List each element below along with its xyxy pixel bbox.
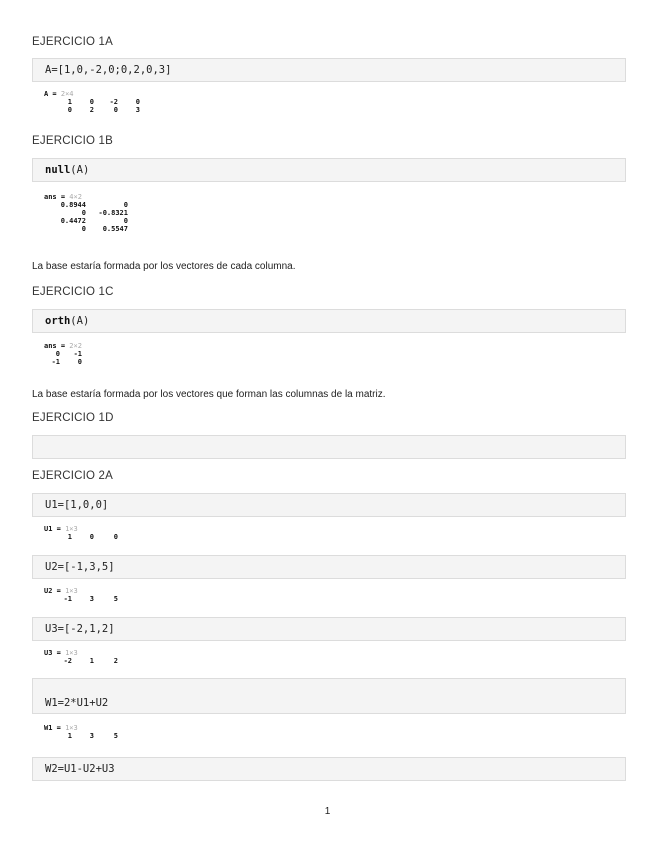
- output-header: [44, 342, 82, 350]
- variable-label: U3 =: [44, 649, 66, 657]
- matrix-row: [44, 732, 118, 740]
- output-header: [44, 724, 118, 732]
- matrix-cell: 1: [89, 657, 94, 665]
- matrix-cell: 3: [89, 732, 94, 740]
- function-args: (A): [70, 315, 90, 327]
- matrix-cell: 0: [123, 201, 128, 209]
- matrix-cell: 5: [113, 732, 118, 740]
- code-cell-w2[interactable]: [32, 757, 626, 781]
- output-header: [44, 525, 118, 533]
- heading-ejercicio-1a: EJERCICIO 1A: [32, 36, 114, 48]
- output-u1: [44, 525, 118, 541]
- code-text: W1=2*U1+U2: [45, 697, 109, 709]
- paragraph-1c: La base estaría formada por los vectores que forman las columnas de la matriz.: [32, 389, 386, 400]
- variable-label: ans =: [44, 342, 70, 350]
- matrix-cell: 3: [89, 595, 94, 603]
- matrix-row: [44, 225, 128, 233]
- matrix-row: [44, 350, 82, 358]
- matrix-cell: 0.4472: [60, 217, 86, 225]
- matrix-dimensions: 2×2: [69, 342, 82, 350]
- matrix-cell: -2: [109, 98, 118, 106]
- heading-ejercicio-2a: EJERCICIO 2A: [32, 470, 114, 482]
- heading-ejercicio-1d: EJERCICIO 1D: [32, 412, 114, 424]
- matrix-row: [44, 201, 128, 209]
- output-header: [44, 649, 118, 657]
- code-cell-1b[interactable]: [32, 158, 626, 182]
- matrix-dimensions: 1×3: [65, 649, 78, 657]
- page-number: 1: [324, 806, 331, 817]
- matrix-cell: 0: [135, 98, 140, 106]
- paragraph-1b: La base estaría formada por los vectores de cada columna.: [32, 261, 296, 272]
- matrix-cell: 1: [67, 533, 72, 541]
- variable-label: U2 =: [44, 587, 66, 595]
- matrix-row: [44, 98, 140, 106]
- output-1c: [44, 342, 82, 366]
- matrix-dimensions: 1×3: [65, 525, 78, 533]
- code-cell-1a[interactable]: [32, 58, 626, 82]
- matrix-cell: 0: [81, 209, 86, 217]
- code-cell-u2[interactable]: [32, 555, 626, 579]
- matrix-cell: 0: [77, 358, 82, 366]
- output-w1: [44, 724, 118, 740]
- matrix-cell: 0: [55, 350, 60, 358]
- matrix-cell: 0: [89, 98, 94, 106]
- output-header: [44, 587, 118, 595]
- matrix-cell: -1: [73, 350, 82, 358]
- matrix-cell: 0: [113, 106, 118, 114]
- matrix-cell: 0: [113, 533, 118, 541]
- output-u3: [44, 649, 118, 665]
- code-text: U2=[-1,3,5]: [45, 561, 115, 573]
- matrix-row: [44, 217, 128, 225]
- code-cell-1d[interactable]: [32, 435, 626, 459]
- heading-ejercicio-1c: EJERCICIO 1C: [32, 286, 114, 298]
- code-text: U3=[-2,1,2]: [45, 623, 115, 635]
- matrix-dimensions: 1×3: [65, 587, 78, 595]
- matrix-cell: -0.8321: [98, 209, 128, 217]
- matrix-cell: 0.8944: [60, 201, 86, 209]
- matrix-row: [44, 595, 118, 603]
- variable-label: W1 =: [44, 724, 66, 732]
- code-cell-1c[interactable]: [32, 309, 626, 333]
- code-cell-w1[interactable]: [32, 678, 626, 714]
- matrix-cell: 3: [135, 106, 140, 114]
- variable-label: U1 =: [44, 525, 66, 533]
- code-text: W2=U1-U2+U3: [45, 763, 115, 775]
- variable-label: A =: [44, 90, 61, 98]
- code-cell-u1[interactable]: [32, 493, 626, 517]
- output-u2: [44, 587, 118, 603]
- matrix-row: [44, 533, 118, 541]
- output-1b: [44, 193, 128, 233]
- matrix-row: [44, 657, 118, 665]
- function-args: (A): [70, 164, 90, 176]
- function-name: null: [45, 164, 71, 176]
- code-text: A=[1,0,-2,0;0,2,0,3]: [45, 64, 172, 76]
- code-cell-u3[interactable]: [32, 617, 626, 641]
- heading-ejercicio-1b: EJERCICIO 1B: [32, 135, 114, 147]
- matrix-row: [44, 358, 82, 366]
- matrix-cell: 2: [89, 106, 94, 114]
- matrix-dimensions: 1×3: [65, 724, 78, 732]
- output-header: [44, 90, 140, 98]
- matrix-cell: -1: [63, 595, 72, 603]
- output-header: [44, 193, 128, 201]
- matrix-cell: 0: [123, 217, 128, 225]
- matrix-cell: 0: [81, 225, 86, 233]
- matrix-dimensions: 4×2: [69, 193, 82, 201]
- matrix-cell: 0: [67, 106, 72, 114]
- matrix-cell: -1: [51, 358, 60, 366]
- matrix-cell: -2: [63, 657, 72, 665]
- code-text: U1=[1,0,0]: [45, 499, 109, 511]
- matrix-dimensions: 2×4: [60, 90, 74, 98]
- matrix-cell: 1: [67, 732, 72, 740]
- output-1a: [44, 90, 140, 114]
- matrix-row: [44, 106, 140, 114]
- matrix-row: [44, 209, 128, 217]
- matrix-cell: 0.5547: [102, 225, 128, 233]
- variable-label: ans =: [44, 193, 70, 201]
- matrix-cell: 2: [113, 657, 118, 665]
- matrix-cell: 1: [67, 98, 72, 106]
- function-name: orth: [45, 315, 71, 327]
- matrix-cell: 5: [113, 595, 118, 603]
- matrix-cell: 0: [89, 533, 94, 541]
